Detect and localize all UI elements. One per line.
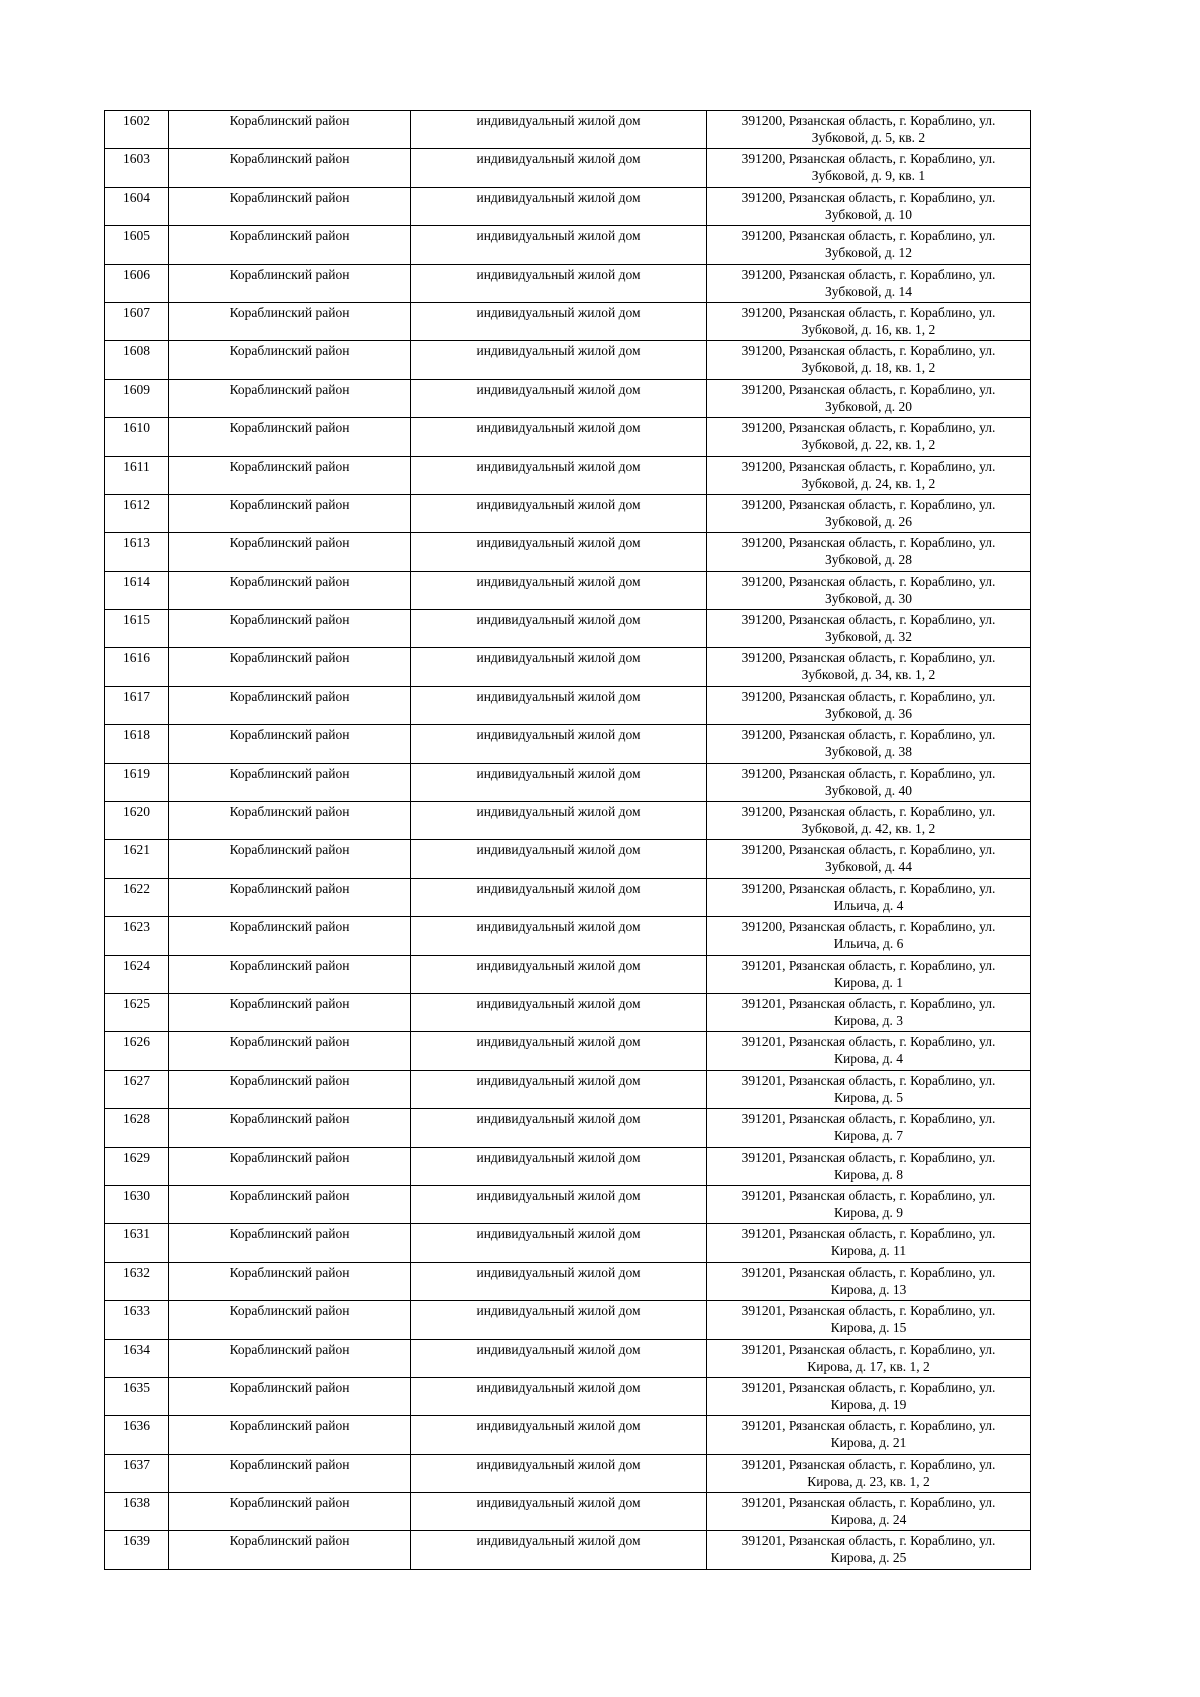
row-district: Кораблинский район — [169, 149, 411, 187]
row-district: Кораблинский район — [169, 456, 411, 494]
row-address: 391200, Рязанская область, г. Кораблино, ул. Зубковой, д. 28 — [707, 533, 1031, 571]
table-row — [105, 1416, 1031, 1454]
row-address: 391201, Рязанская область, г. Кораблино, ул. Кирова, д. 4 — [707, 1032, 1031, 1070]
row-district: Кораблинский район — [169, 226, 411, 264]
row-number: 1602 — [105, 111, 169, 149]
row-district: Кораблинский район — [169, 1147, 411, 1185]
row-object-type: индивидуальный жилой дом — [411, 264, 707, 302]
row-address: 391200, Рязанская область, г. Кораблино, ул. Зубковой, д. 5, кв. 2 — [707, 111, 1031, 149]
row-number: 1628 — [105, 1109, 169, 1147]
row-number: 1637 — [105, 1454, 169, 1492]
row-object-type: индивидуальный жилой дом — [411, 1224, 707, 1262]
row-object-type: индивидуальный жилой дом — [411, 1147, 707, 1185]
row-number: 1604 — [105, 187, 169, 225]
row-number: 1630 — [105, 1185, 169, 1223]
row-number: 1626 — [105, 1032, 169, 1070]
row-address: 391200, Рязанская область, г. Кораблино, ул. Зубковой, д. 44 — [707, 840, 1031, 878]
row-district: Кораблинский район — [169, 955, 411, 993]
table-row — [105, 1377, 1031, 1415]
row-district: Кораблинский район — [169, 1070, 411, 1108]
row-district: Кораблинский район — [169, 802, 411, 840]
row-number: 1639 — [105, 1531, 169, 1569]
row-object-type: индивидуальный жилой дом — [411, 1185, 707, 1223]
row-object-type: индивидуальный жилой дом — [411, 571, 707, 609]
row-number: 1616 — [105, 648, 169, 686]
row-address: 391201, Рязанская область, г. Кораблино, ул. Кирова, д. 23, кв. 1, 2 — [707, 1454, 1031, 1492]
row-object-type: индивидуальный жилой дом — [411, 226, 707, 264]
row-number: 1624 — [105, 955, 169, 993]
row-object-type: индивидуальный жилой дом — [411, 341, 707, 379]
table-row — [105, 1070, 1031, 1108]
row-object-type: индивидуальный жилой дом — [411, 1339, 707, 1377]
row-object-type: индивидуальный жилой дом — [411, 648, 707, 686]
row-address: 391200, Рязанская область, г. Кораблино, ул. Зубковой, д. 38 — [707, 725, 1031, 763]
table-row — [105, 456, 1031, 494]
row-district: Кораблинский район — [169, 1224, 411, 1262]
table-row — [105, 533, 1031, 571]
row-object-type: индивидуальный жилой дом — [411, 1109, 707, 1147]
table-row — [105, 1454, 1031, 1492]
row-district: Кораблинский район — [169, 494, 411, 532]
row-number: 1627 — [105, 1070, 169, 1108]
row-number: 1621 — [105, 840, 169, 878]
table-row — [105, 1109, 1031, 1147]
row-district: Кораблинский район — [169, 302, 411, 340]
row-number: 1613 — [105, 533, 169, 571]
row-address: 391200, Рязанская область, г. Кораблино, ул. Ильича, д. 4 — [707, 878, 1031, 916]
table-row — [105, 187, 1031, 225]
row-object-type: индивидуальный жилой дом — [411, 111, 707, 149]
table-row — [105, 725, 1031, 763]
row-address: 391201, Рязанская область, г. Кораблино, ул. Кирова, д. 25 — [707, 1531, 1031, 1569]
row-district: Кораблинский район — [169, 610, 411, 648]
table-row — [105, 379, 1031, 417]
row-object-type: индивидуальный жилой дом — [411, 1493, 707, 1531]
row-district: Кораблинский район — [169, 686, 411, 724]
row-object-type: индивидуальный жилой дом — [411, 610, 707, 648]
row-object-type: индивидуальный жилой дом — [411, 1531, 707, 1569]
table-row — [105, 1224, 1031, 1262]
table-row — [105, 494, 1031, 532]
row-object-type: индивидуальный жилой дом — [411, 878, 707, 916]
table-row — [105, 1262, 1031, 1300]
table-row — [105, 840, 1031, 878]
row-object-type: индивидуальный жилой дом — [411, 149, 707, 187]
row-number: 1609 — [105, 379, 169, 417]
table-row — [105, 878, 1031, 916]
row-object-type: индивидуальный жилой дом — [411, 418, 707, 456]
row-object-type: индивидуальный жилой дом — [411, 686, 707, 724]
table-row — [105, 226, 1031, 264]
row-number: 1631 — [105, 1224, 169, 1262]
table-row — [105, 1531, 1031, 1569]
row-district: Кораблинский район — [169, 648, 411, 686]
row-district: Кораблинский район — [169, 840, 411, 878]
row-address: 391201, Рязанская область, г. Кораблино, ул. Кирова, д. 5 — [707, 1070, 1031, 1108]
table-row — [105, 648, 1031, 686]
row-number: 1603 — [105, 149, 169, 187]
row-address: 391200, Рязанская область, г. Кораблино, ул. Зубковой, д. 34, кв. 1, 2 — [707, 648, 1031, 686]
row-object-type: индивидуальный жилой дом — [411, 187, 707, 225]
row-district: Кораблинский район — [169, 111, 411, 149]
row-object-type: индивидуальный жилой дом — [411, 302, 707, 340]
table-row — [105, 1339, 1031, 1377]
row-address: 391200, Рязанская область, г. Кораблино, ул. Зубковой, д. 40 — [707, 763, 1031, 801]
row-address: 391201, Рязанская область, г. Кораблино, ул. Кирова, д. 9 — [707, 1185, 1031, 1223]
table-row — [105, 610, 1031, 648]
row-address: 391200, Рязанская область, г. Кораблино, ул. Ильича, д. 6 — [707, 917, 1031, 955]
row-number: 1619 — [105, 763, 169, 801]
table-row — [105, 1301, 1031, 1339]
row-number: 1620 — [105, 802, 169, 840]
table-row — [105, 763, 1031, 801]
row-address: 391201, Рязанская область, г. Кораблино, ул. Кирова, д. 17, кв. 1, 2 — [707, 1339, 1031, 1377]
row-district: Кораблинский район — [169, 725, 411, 763]
row-address: 391200, Рязанская область, г. Кораблино, ул. Зубковой, д. 26 — [707, 494, 1031, 532]
row-object-type: индивидуальный жилой дом — [411, 1416, 707, 1454]
row-address: 391200, Рязанская область, г. Кораблино, ул. Зубковой, д. 12 — [707, 226, 1031, 264]
row-object-type: индивидуальный жилой дом — [411, 1454, 707, 1492]
row-district: Кораблинский район — [169, 1493, 411, 1531]
row-district: Кораблинский район — [169, 533, 411, 571]
row-number: 1623 — [105, 917, 169, 955]
row-object-type: индивидуальный жилой дом — [411, 955, 707, 993]
row-object-type: индивидуальный жилой дом — [411, 456, 707, 494]
row-object-type: индивидуальный жилой дом — [411, 1377, 707, 1415]
row-address: 391201, Рязанская область, г. Кораблино, ул. Кирова, д. 13 — [707, 1262, 1031, 1300]
table-row — [105, 571, 1031, 609]
table-row — [105, 111, 1031, 149]
row-address: 391201, Рязанская область, г. Кораблино, ул. Кирова, д. 11 — [707, 1224, 1031, 1262]
row-district: Кораблинский район — [169, 917, 411, 955]
row-address: 391201, Рязанская область, г. Кораблино, ул. Кирова, д. 19 — [707, 1377, 1031, 1415]
row-number: 1625 — [105, 993, 169, 1031]
row-number: 1605 — [105, 226, 169, 264]
row-address: 391200, Рязанская область, г. Кораблино, ул. Зубковой, д. 36 — [707, 686, 1031, 724]
table-row — [105, 917, 1031, 955]
row-object-type: индивидуальный жилой дом — [411, 1301, 707, 1339]
row-district: Кораблинский район — [169, 1262, 411, 1300]
row-number: 1615 — [105, 610, 169, 648]
row-district: Кораблинский район — [169, 1531, 411, 1569]
row-address: 391200, Рязанская область, г. Кораблино, ул. Зубковой, д. 22, кв. 1, 2 — [707, 418, 1031, 456]
row-address: 391200, Рязанская область, г. Кораблино, ул. Зубковой, д. 14 — [707, 264, 1031, 302]
row-address: 391200, Рязанская область, г. Кораблино, ул. Зубковой, д. 24, кв. 1, 2 — [707, 456, 1031, 494]
row-district: Кораблинский район — [169, 1032, 411, 1070]
row-address: 391200, Рязанская область, г. Кораблино, ул. Зубковой, д. 30 — [707, 571, 1031, 609]
row-district: Кораблинский район — [169, 1377, 411, 1415]
row-number: 1622 — [105, 878, 169, 916]
row-object-type: индивидуальный жилой дом — [411, 494, 707, 532]
row-number: 1632 — [105, 1262, 169, 1300]
row-object-type: индивидуальный жилой дом — [411, 725, 707, 763]
row-number: 1617 — [105, 686, 169, 724]
row-district: Кораблинский район — [169, 187, 411, 225]
table-row — [105, 1032, 1031, 1070]
row-number: 1629 — [105, 1147, 169, 1185]
row-address: 391200, Рязанская область, г. Кораблино, ул. Зубковой, д. 10 — [707, 187, 1031, 225]
row-district: Кораблинский район — [169, 341, 411, 379]
table-row — [105, 1185, 1031, 1223]
row-address: 391201, Рязанская область, г. Кораблино, ул. Кирова, д. 3 — [707, 993, 1031, 1031]
row-number: 1638 — [105, 1493, 169, 1531]
row-object-type: индивидуальный жилой дом — [411, 1262, 707, 1300]
row-number: 1606 — [105, 264, 169, 302]
row-number: 1614 — [105, 571, 169, 609]
table-row — [105, 149, 1031, 187]
row-number: 1635 — [105, 1377, 169, 1415]
row-address: 391201, Рязанская область, г. Кораблино, ул. Кирова, д. 21 — [707, 1416, 1031, 1454]
row-number: 1608 — [105, 341, 169, 379]
row-object-type: индивидуальный жилой дом — [411, 763, 707, 801]
row-object-type: индивидуальный жилой дом — [411, 1070, 707, 1108]
row-district: Кораблинский район — [169, 1339, 411, 1377]
row-address: 391200, Рязанская область, г. Кораблино, ул. Зубковой, д. 32 — [707, 610, 1031, 648]
row-object-type: индивидуальный жилой дом — [411, 533, 707, 571]
row-object-type: индивидуальный жилой дом — [411, 379, 707, 417]
row-address: 391201, Рязанская область, г. Кораблино, ул. Кирова, д. 8 — [707, 1147, 1031, 1185]
row-district: Кораблинский район — [169, 379, 411, 417]
table-row — [105, 418, 1031, 456]
row-address: 391201, Рязанская область, г. Кораблино, ул. Кирова, д. 24 — [707, 1493, 1031, 1531]
row-number: 1633 — [105, 1301, 169, 1339]
table-row — [105, 955, 1031, 993]
row-address: 391200, Рязанская область, г. Кораблино, ул. Зубковой, д. 9, кв. 1 — [707, 149, 1031, 187]
row-address: 391200, Рязанская область, г. Кораблино, ул. Зубковой, д. 16, кв. 1, 2 — [707, 302, 1031, 340]
row-object-type: индивидуальный жилой дом — [411, 993, 707, 1031]
row-district: Кораблинский район — [169, 993, 411, 1031]
row-district: Кораблинский район — [169, 1185, 411, 1223]
table-row — [105, 302, 1031, 340]
row-object-type: индивидуальный жилой дом — [411, 917, 707, 955]
table-row — [105, 264, 1031, 302]
row-district: Кораблинский район — [169, 1416, 411, 1454]
row-district: Кораблинский район — [169, 1301, 411, 1339]
row-district: Кораблинский район — [169, 418, 411, 456]
row-district: Кораблинский район — [169, 571, 411, 609]
row-address: 391200, Рязанская область, г. Кораблино, ул. Зубковой, д. 18, кв. 1, 2 — [707, 341, 1031, 379]
row-object-type: индивидуальный жилой дом — [411, 1032, 707, 1070]
table-row — [105, 686, 1031, 724]
table-row — [105, 1147, 1031, 1185]
table-row — [105, 993, 1031, 1031]
table-row — [105, 1493, 1031, 1531]
row-number: 1611 — [105, 456, 169, 494]
row-number: 1618 — [105, 725, 169, 763]
table-row — [105, 341, 1031, 379]
row-object-type: индивидуальный жилой дом — [411, 840, 707, 878]
row-number: 1607 — [105, 302, 169, 340]
row-district: Кораблинский район — [169, 763, 411, 801]
row-district: Кораблинский район — [169, 878, 411, 916]
row-address: 391200, Рязанская область, г. Кораблино, ул. Зубковой, д. 20 — [707, 379, 1031, 417]
row-number: 1636 — [105, 1416, 169, 1454]
row-district: Кораблинский район — [169, 1454, 411, 1492]
row-object-type: индивидуальный жилой дом — [411, 802, 707, 840]
row-address: 391201, Рязанская область, г. Кораблино, ул. Кирова, д. 1 — [707, 955, 1031, 993]
row-number: 1634 — [105, 1339, 169, 1377]
row-address: 391201, Рязанская область, г. Кораблино, ул. Кирова, д. 15 — [707, 1301, 1031, 1339]
row-district: Кораблинский район — [169, 264, 411, 302]
row-district: Кораблинский район — [169, 1109, 411, 1147]
row-number: 1612 — [105, 494, 169, 532]
table-body — [105, 111, 1031, 1570]
row-address: 391201, Рязанская область, г. Кораблино, ул. Кирова, д. 7 — [707, 1109, 1031, 1147]
table-row — [105, 802, 1031, 840]
row-number: 1610 — [105, 418, 169, 456]
row-address: 391200, Рязанская область, г. Кораблино, ул. Зубковой, д. 42, кв. 1, 2 — [707, 802, 1031, 840]
address-table — [104, 110, 1031, 1570]
